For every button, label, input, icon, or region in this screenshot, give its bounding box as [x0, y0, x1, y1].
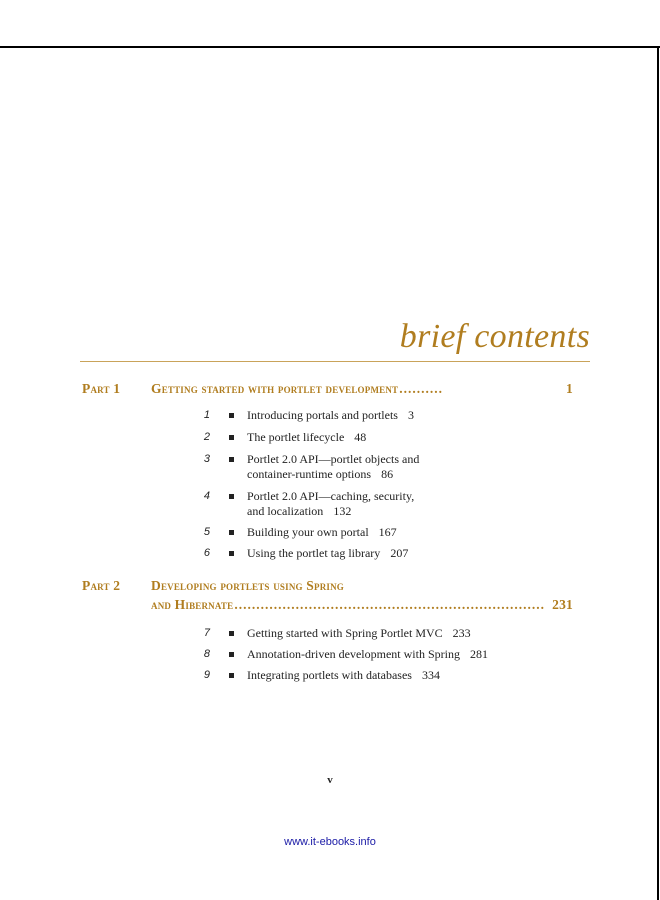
part-2-leader-dots: ....................................................................... — [234, 597, 545, 612]
part-1-title: Getting started with portlet development — [151, 381, 399, 396]
page-folio: v — [327, 774, 333, 786]
chapter-page: 334 — [421, 668, 440, 682]
part-2-page: 231 — [552, 597, 573, 612]
chapter-page: 48 — [354, 430, 367, 444]
chapter-page: 132 — [333, 504, 352, 518]
page-top-border — [0, 46, 660, 48]
chapter-page: 167 — [378, 525, 397, 539]
part-1-leader-dots: .......... — [399, 381, 443, 396]
chapter-title: Annotation-driven development with Spring 281 — [247, 647, 488, 661]
chapter-number: 5 — [203, 526, 210, 538]
chapter-number: 8 — [203, 648, 210, 660]
part-2-title-line-1 — [151, 578, 573, 594]
bullet-square-icon — [229, 494, 234, 499]
chapter-title: Getting started with Spring Portlet MVC 233 — [247, 626, 471, 640]
chapter-page: 86 — [381, 467, 394, 481]
chapter-number: 9 — [203, 669, 210, 681]
chapter-number: 1 — [203, 409, 210, 421]
bullet-square-icon — [229, 551, 234, 556]
chapter-title: Portlet 2.0 API—caching, security, and localization 132 — [247, 489, 415, 518]
chapter-page: 281 — [469, 647, 488, 661]
part-1-page: 1 — [566, 381, 573, 396]
chapter-page: 233 — [452, 626, 471, 640]
chapter-number: 3 — [203, 453, 210, 465]
chapter-title: Integrating portlets with databases 334 — [247, 668, 440, 682]
bullet-square-icon — [229, 435, 234, 440]
page-title: brief contents — [399, 318, 590, 355]
chapter-number: 2 — [203, 431, 210, 443]
footer-link[interactable]: www.it-ebooks.info — [284, 836, 376, 848]
part-1-title-line — [151, 381, 573, 397]
chapter-title: Introducing portals and portlets 3 — [247, 408, 414, 422]
part-2-title-line-2 — [151, 597, 573, 613]
chapter-page: 3 — [407, 408, 414, 422]
bullet-square-icon — [229, 673, 234, 678]
chapter-number: 7 — [203, 627, 210, 639]
bullet-square-icon — [229, 530, 234, 535]
title-rule — [80, 361, 590, 362]
chapter-title: Building your own portal 167 — [247, 525, 397, 539]
part-2-label: Part 2 — [82, 578, 121, 593]
bullet-square-icon — [229, 631, 234, 636]
bullet-square-icon — [229, 457, 234, 462]
chapter-number: 6 — [203, 547, 210, 559]
chapter-page: 207 — [390, 546, 409, 560]
page-right-border — [657, 46, 659, 900]
part-1-label: Part 1 — [82, 381, 121, 396]
chapter-title: The portlet lifecycle 48 — [247, 430, 367, 444]
chapter-number: 4 — [203, 490, 210, 502]
bullet-square-icon — [229, 413, 234, 418]
chapter-title: Portlet 2.0 API—portlet objects and container-runtime options 86 — [247, 452, 420, 481]
part-2-title: Developing portlets using Spring — [151, 578, 344, 593]
bullet-square-icon — [229, 652, 234, 657]
part-2-title-cont: and Hibernate — [151, 597, 234, 612]
chapter-title: Using the portlet tag library 207 — [247, 546, 409, 560]
